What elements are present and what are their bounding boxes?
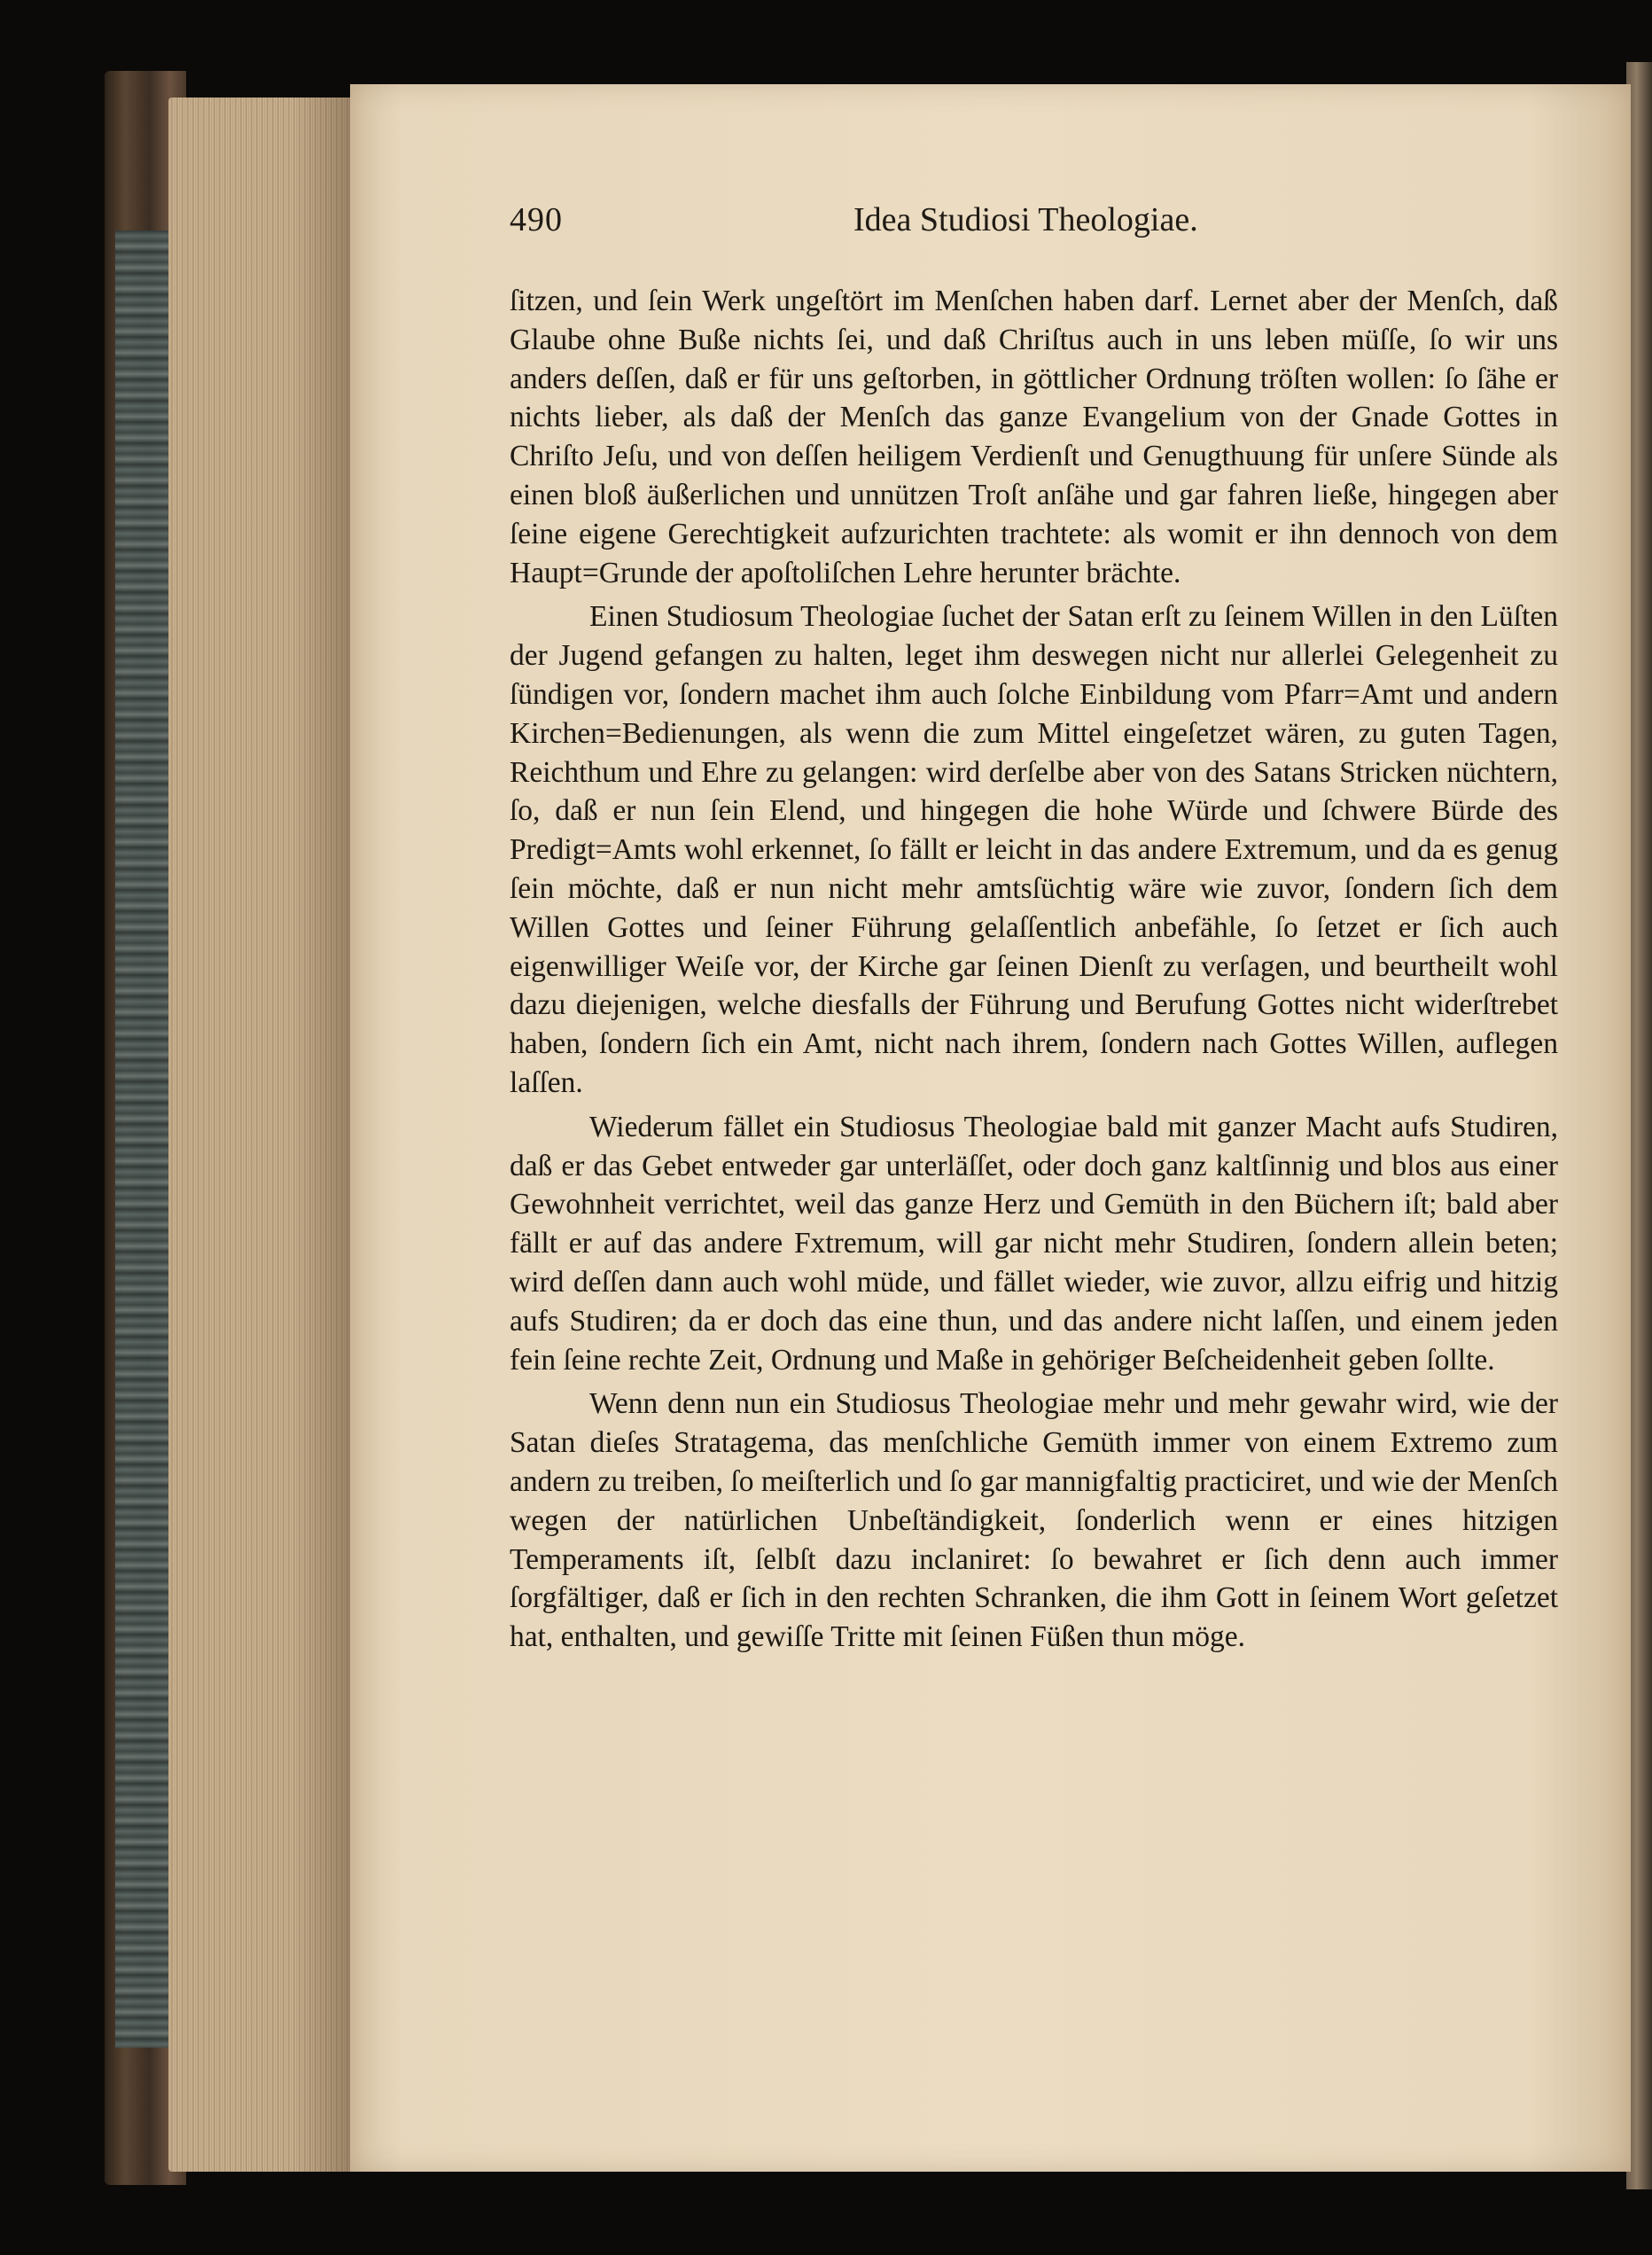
page-header [510, 200, 1555, 245]
page-number: 490 [510, 201, 563, 238]
paragraph: Wiederum fället ein Studiosus Theologiae bald mit ganzer Macht aufs Studiren, daß er das Gebet entweder gar unterläſſet, oder doch ganz kaltſinnig und blos aus einer Gewohnheit verrichtet, weil das ganze Herz und Gemüth in den Büchern iſt; bald aber fällt er auf das andere Fxtremum, will gar nicht mehr Studiren, ſondern allein beten; wird deſſen dann auch wohl müde, und fället wieder, wie zuvor, allzu eifrig und hitzig aufs Studiren; da er doch das eine thun, und das andere nicht laſſen, und einem jeden fein ſeine rechte Zeit, Ordnung und Maße in gehöriger Beſcheidenheit geben ſollte. [510, 1110, 1558, 1377]
gutter-shadow [292, 98, 355, 2172]
paragraph: Einen Studiosum Theologiae ſuchet der Satan erſt zu ſeinem Willen in den Lüſten der Jugend gefangen zu halten, leget ihm deswegen nicht nur allerlei Gelegenheit zu ſündigen vor, ſondern machet ihm auch ſolche Einbildung vom Pfarr=Amt und andern Kirchen=Bedienungen, als wenn die zum Mittel eingeſetzet wären, zu guten Tagen, Reichthum und Ehre zu gelangen: wird derſelbe aber von des Satans Stricken nüchtern, ſo, daß er nun ſein Elend, und hingegen die hohe Würde und ſchwere Bürde des Predigt=Amts wohl erkennet, ſo fällt er leicht in das andere Extremum, und da es genug ſein möchte, daß er nun nicht mehr amtsſüchtig wäre wie zuvor, ſondern ſich dem Willen Gottes und ſeiner Führung gelaſſentlich anbefähle, ſo ſetzet er ſich auch eigenwilliger Weiſe vor, der Kirche gar ſeinen Dienſt zu verſagen, und beurtheilt wohl dazu diejenigen, welche diesfalls der Führung und Berufung Gottes nicht widerſtrebet haben, ſondern ſich ein Amt, nicht nach ihrem, ſondern nach Gottes Willen, auflegen laſſen. [510, 600, 1558, 1099]
body-text [510, 282, 1558, 1657]
running-title: Idea Studiosi Theologiae. [853, 201, 1198, 238]
paragraph: ſitzen, und ſein Werk ungeſtört im Menſchen haben darf. Lernet aber der Menſch, daß Glaube ohne Buße nichts ſei, und daß Chriſtus auch in uns leben müſſe, ſo wir uns anders deſſen, daß er für uns geſtorben, in göttlicher Ordnung tröſten wollen: ſo ſähe er nichts lieber, als daß der Menſch das ganze Evangelium von der Gnade Gottes in Chriſto Jeſu, und von deſſen heiligem Verdienſt und Genugthuung für unſere Sünde als einen bloß äußerlichen und unnützen Troſt anſähe und gar fahren ließe, hingegen aber ſeine eigene Gerechtigkeit aufzurichten trachtete: als womit er ihn dennoch von dem Haupt=Grunde der apoſtoliſchen Lehre herunter brächte. [510, 285, 1558, 589]
paragraph: Wenn denn nun ein Studiosus Theologiae mehr und mehr gewahr wird, wie der Satan dieſes Stratagema, das menſchliche Gemüth immer von einem Extremo zum andern zu treiben, ſo meiſterlich und ſo gar mannigfaltig practiciret, und wie der Menſch wegen der natürlichen Unbeſtändigkeit, ſonderlich wenn er eines hitzigen Temperaments iſt, ſelbſt dazu inclaniret: ſo bewahret er ſich denn auch immer ſorgfältiger, daß er ſich in den rechten Schranken, die ihm Gott in ſeinem Wort geſetzet hat, enthalten, und gewiſſe Tritte mit ſeinen Füßen thun möge. [510, 1387, 1558, 1654]
